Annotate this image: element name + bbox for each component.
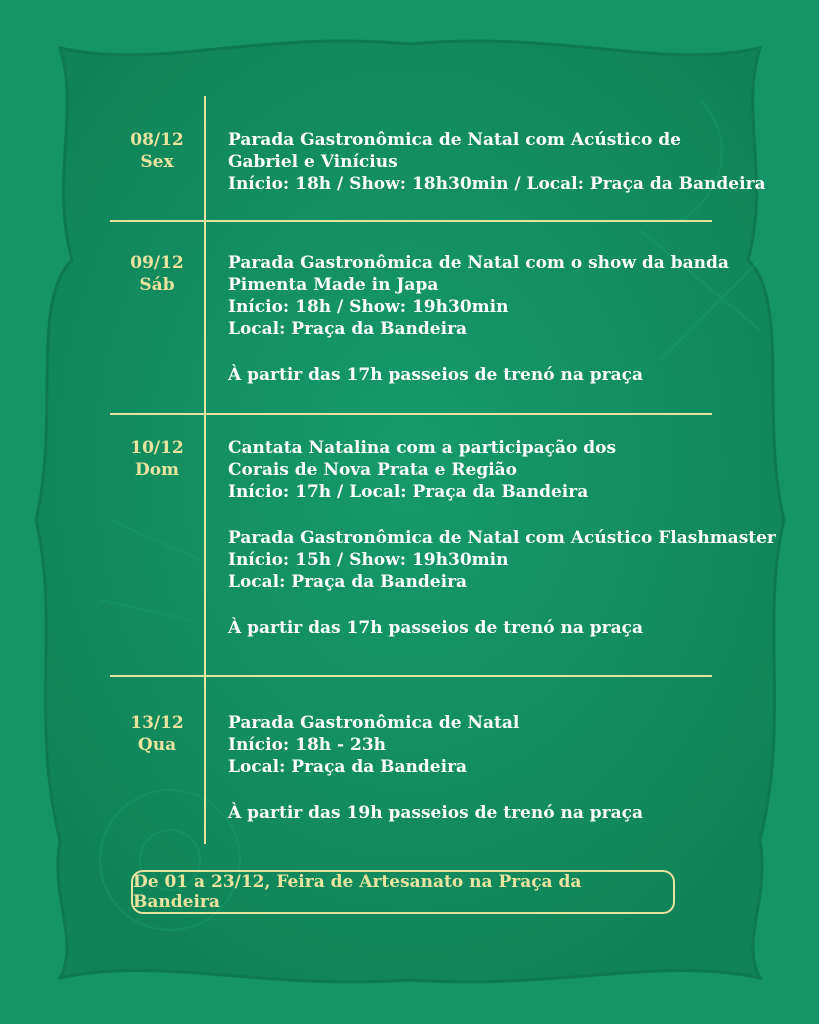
event-line: Início: 18h / Show: 19h30min <box>228 297 509 317</box>
event-day: 13/12 <box>130 713 184 733</box>
footer-banner <box>131 870 675 914</box>
event-line: Corais de Nova Prata e Região <box>228 460 518 480</box>
event-date <box>108 252 206 296</box>
event-line: Pimenta Made in Japa <box>228 275 439 295</box>
event-line: À partir das 17h passeios de trenó na praça <box>228 618 644 638</box>
event-date <box>108 437 206 481</box>
event-description <box>228 129 766 195</box>
footer-text: De 01 a 23/12, Feira de Artesanato na Praça da Bandeira <box>133 872 582 912</box>
event-day: 08/12 <box>130 130 184 150</box>
event-line: Parada Gastronômica de Natal <box>228 713 520 733</box>
event-line: Local: Praça da Bandeira <box>228 757 468 777</box>
event-weekday: Sex <box>140 152 174 172</box>
event-line: Local: Praça da Bandeira <box>228 319 468 339</box>
event-line: Parada Gastronômica de Natal com o show da banda <box>228 253 729 273</box>
event-line: Parada Gastronômica de Natal com Acústico de <box>228 130 681 150</box>
event-line: Início: 17h / Local: Praça da Bandeira <box>228 482 589 502</box>
event-day: 10/12 <box>130 438 184 458</box>
event-line: Cantata Natalina com a participação dos <box>228 438 617 458</box>
horizontal-divider <box>110 413 712 415</box>
event-line: Local: Praça da Bandeira <box>228 572 468 592</box>
horizontal-divider <box>110 220 712 222</box>
event-line: Parada Gastronômica de Natal com Acústico Flashmaster <box>228 528 776 548</box>
event-weekday: Sáb <box>139 275 175 295</box>
horizontal-divider <box>110 675 712 677</box>
event-weekday: Qua <box>137 735 177 755</box>
event-weekday: Dom <box>134 460 180 480</box>
event-description <box>228 437 776 639</box>
event-date <box>108 712 206 756</box>
event-line: Início: 18h - 23h <box>228 735 387 755</box>
event-day: 09/12 <box>130 253 184 273</box>
event-line: À partir das 17h passeios de trenó na praça <box>228 365 644 385</box>
event-description <box>228 252 758 386</box>
event-description <box>228 712 758 824</box>
event-line: À partir das 19h passeios de trenó na praça <box>228 803 644 823</box>
event-line: Início: 18h / Show: 18h30min / Local: Praça da Bandeira <box>228 174 766 194</box>
event-line: Início: 15h / Show: 19h30min <box>228 550 509 570</box>
event-date <box>108 129 206 173</box>
event-line: Gabriel e Vinícius <box>228 152 398 172</box>
